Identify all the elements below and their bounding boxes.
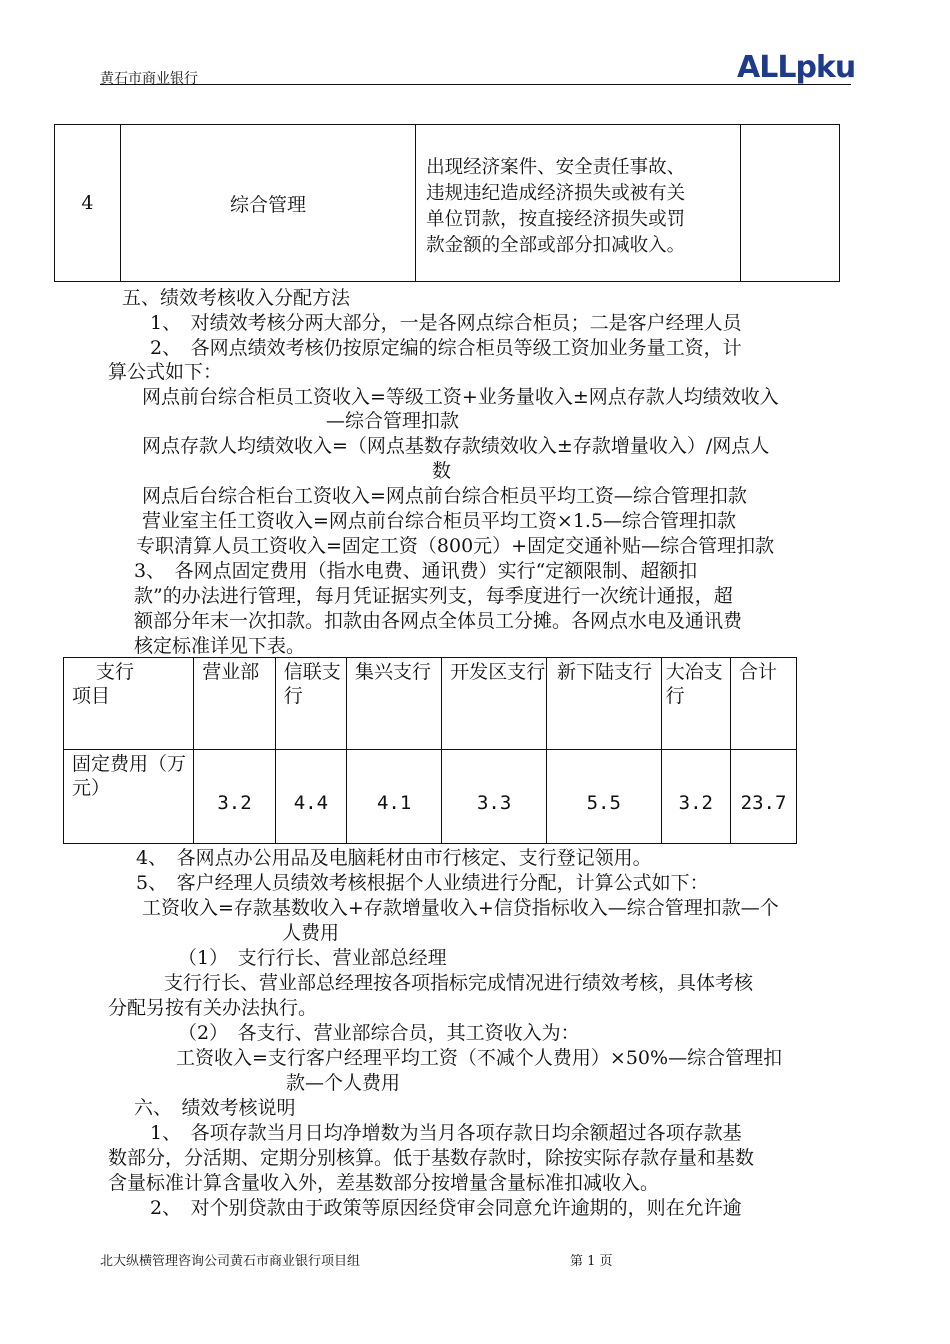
footer-project: 北大纵横管理咨询公司黄石市商业银行项目组	[100, 1254, 361, 1269]
section-5-p2: 2、 各网点绩效考核仍按原定编的综合柜员等级工资加业务量工资，计	[150, 337, 742, 359]
row-label: 固定费用（万元）	[64, 750, 194, 844]
value-cell: 4.4	[275, 750, 346, 844]
formula-5: 专职清算人员工资收入=固定工资（800元）+固定交通补贴—综合管理扣款	[136, 535, 775, 557]
formula-3: 网点后台综合柜台工资收入=网点前台综合柜员平均工资—综合管理扣款	[142, 485, 747, 507]
management-table	[54, 124, 840, 282]
page-number: 第 1 页	[570, 1254, 613, 1269]
value-cell: 3.3	[442, 750, 547, 844]
section-5-title: 五、绩效考核收入分配方法	[122, 287, 351, 309]
empty-cell	[741, 125, 840, 282]
value-cell: 3.2	[194, 750, 276, 844]
desc-line: 违规违纪造成经济损失或被有关	[426, 183, 686, 204]
section-5-p3: 3、 各网点固定费用（指水电费、通讯费）实行“定额限制、超额扣	[134, 560, 698, 582]
corner-header	[64, 658, 194, 750]
row-item: 综合管理	[120, 125, 415, 282]
subsection-1-cont: 分配另按有关办法执行。	[108, 997, 318, 1019]
subsection-1-text: 支行行长、营业部总经理按各项指标完成情况进行绩效考核，具体考核	[164, 972, 754, 994]
value-cell: 23.7	[731, 750, 797, 844]
section-5-p3-cont: 款”的办法进行管理，每月凭证据实列支，每季度进行一次统计通报，超	[134, 585, 733, 607]
value-cell: 4.1	[346, 750, 441, 844]
col-header: 集兴支行	[346, 658, 441, 750]
section-6-title: 六、 绩效考核说明	[134, 1097, 296, 1119]
row-number: 4	[55, 125, 121, 282]
company-logo: ALLpku	[737, 50, 856, 85]
formula-6: 工资收入=存款基数收入+存款增量收入+信贷指标收入—综合管理扣款—个	[142, 897, 779, 919]
header-divider	[100, 84, 851, 85]
formula-1: 网点前台综合柜员工资收入=等级工资+业务量收入±网点存款人均绩效收入	[142, 386, 779, 408]
value-cell: 5.5	[546, 750, 661, 844]
section-6-p1: 1、 各项存款当月日均净增数为当月各项存款日均余额超过各项存款基	[150, 1122, 742, 1144]
section-6-p1-cont: 含量标准计算含量收入外，差基数部分按增量含量标准扣减收入。	[108, 1172, 660, 1194]
formula-1-cont: —综合管理扣款	[326, 410, 460, 432]
row-description	[416, 125, 741, 282]
formula-4: 营业室主任工资收入=网点前台综合柜员平均工资×1.5—综合管理扣款	[142, 510, 737, 532]
paragraph-5: 5、 客户经理人员绩效考核根据个人业绩进行分配，计算公式如下：	[136, 872, 709, 894]
col-header: 合计	[731, 658, 797, 750]
col-header: 营业部	[194, 658, 276, 750]
formula-2-cont: 数	[432, 460, 452, 482]
col-header: 大冶支行	[661, 658, 730, 750]
col-header: 信联支行	[275, 658, 346, 750]
col-header: 新下陆支行	[546, 658, 661, 750]
desc-line: 出现经济案件、安全责任事故、	[426, 157, 686, 178]
desc-line: 单位罚款，按直接经济损失或罚	[426, 209, 686, 230]
subsection-2-title: （2） 各支行、营业部综合员，其工资收入为：	[178, 1022, 580, 1044]
section-5-p3-cont: 核定标准详见下表。	[134, 635, 306, 657]
paragraph-4: 4、 各网点办公用品及电脑耗材由市行核定、支行登记领用。	[136, 847, 652, 869]
section-6-p1-cont: 数部分，分活期、定期分别核算。低于基数存款时，除按实际存款存量和基数	[108, 1147, 755, 1169]
subsection-1-title: （1） 支行行长、营业部总经理	[178, 947, 447, 969]
header-org: 黄石市商业银行	[100, 71, 198, 87]
formula-2: 网点存款人均绩效收入=（网点基数存款绩效收入±存款增量收入）/网点人	[142, 435, 770, 457]
section-5-p3-cont: 额部分年末一次扣款。扣款由各网点全体员工分摊。各网点水电及通讯费	[134, 610, 743, 632]
formula-7-cont: 款—个人费用	[286, 1072, 401, 1094]
value-cell: 3.2	[661, 750, 730, 844]
section-5-p2-cont: 算公式如下：	[108, 361, 223, 383]
fixed-cost-table	[63, 657, 797, 844]
formula-6-cont: 人费用	[282, 922, 340, 944]
section-5-p1: 1、 对绩效考核分两大部分，一是各网点综合柜员；二是客户经理人员	[150, 312, 742, 334]
desc-line: 款金额的全部或部分扣减收入。	[426, 235, 686, 256]
col-header: 开发区支行	[442, 658, 547, 750]
section-6-p2: 2、 对个别贷款由于政策等原因经贷审会同意允许逾期的，则在允许逾	[150, 1197, 742, 1219]
formula-7: 工资收入=支行客户经理平均工资（不减个人费用）×50%—综合管理扣	[176, 1047, 783, 1069]
corner-bottom: 项目	[72, 685, 111, 707]
corner-top: 支行	[96, 661, 135, 683]
